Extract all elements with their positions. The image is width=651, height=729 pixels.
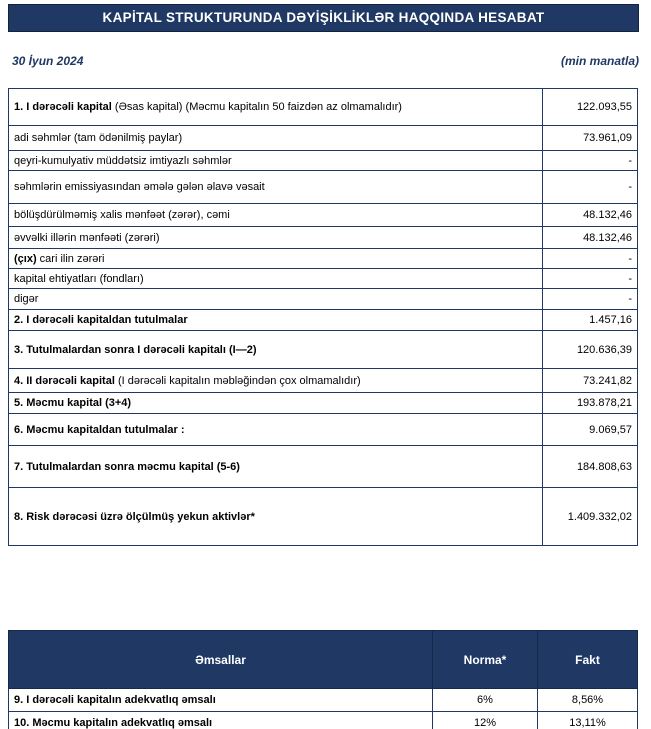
- row-value: -: [543, 171, 638, 204]
- row-value: -: [543, 269, 638, 289]
- row-label: 6. Məcmu kapitaldan tutulmalar :: [9, 414, 543, 446]
- table-row: [9, 89, 638, 126]
- row-label: 1. I dərəcəli kapital (Əsas kapital) (Məcmu kapitalın 50 faizdən az olmamalıdır): [9, 89, 543, 126]
- row-value: 184.808,63: [543, 446, 638, 488]
- row-label: əvvəlki illərin mənfəəti (zərəri): [9, 227, 543, 249]
- table-row: [9, 204, 638, 227]
- report-date: 30 İyun 2024: [12, 54, 84, 68]
- report-title: KAPİTAL STRUKTURUNDA DƏYİŞİKLİKLƏR HAQQINDA HESABAT: [8, 4, 639, 32]
- table-row: [9, 393, 638, 414]
- table-header-row: [9, 631, 638, 689]
- report-subheader: [12, 54, 639, 68]
- capital-structure-table: [8, 88, 638, 546]
- column-header-emsallar: Əmsallar: [9, 631, 433, 689]
- row-value: -: [543, 289, 638, 310]
- row-label: qeyri-kumulyativ müddətsiz imtiyazlı səhmlər: [9, 151, 543, 171]
- row-label: 7. Tutulmalardan sonra məcmu kapital (5-6): [9, 446, 543, 488]
- unit-label: (min manatla): [560, 54, 639, 68]
- row-value: 9.069,57: [543, 414, 638, 446]
- row-value: 122.093,55: [543, 89, 638, 126]
- capital-adequacy-table: [8, 630, 638, 729]
- table-row: [9, 712, 638, 729]
- row-label: 2. I dərəcəli kapitaldan tutulmalar: [9, 310, 543, 331]
- row-label: 10. Məcmu kapitalın adekvatlıq əmsalı: [9, 712, 433, 729]
- table-row: [9, 414, 638, 446]
- row-label: adi səhmlər (tam ödənilmiş paylar): [9, 126, 543, 151]
- table-row: [9, 289, 638, 310]
- table-row: [9, 689, 638, 712]
- row-label: 4. II dərəcəli kapital (I dərəcəli kapitalın məbləğindən çox olmamalıdır): [9, 369, 543, 393]
- table-row: [9, 269, 638, 289]
- row-value: 48.132,46: [543, 204, 638, 227]
- row-fakt-value: 13,11%: [538, 712, 638, 729]
- row-label: digər: [9, 289, 543, 310]
- row-value: -: [543, 249, 638, 269]
- row-value: 73.961,09: [543, 126, 638, 151]
- column-header-norma: Norma*: [433, 631, 538, 689]
- row-label: (çıx) cari ilin zərəri: [9, 249, 543, 269]
- row-label: 8. Risk dərəcəsi üzrə ölçülmüş yekun aktivlər*: [9, 488, 543, 546]
- row-value: 1.409.332,02: [543, 488, 638, 546]
- row-label: kapital ehtiyatları (fondları): [9, 269, 543, 289]
- column-header-fakt: Fakt: [538, 631, 638, 689]
- row-value: -: [543, 151, 638, 171]
- table-row: [9, 488, 638, 546]
- table-row: [9, 310, 638, 331]
- row-value: 48.132,46: [543, 227, 638, 249]
- table-row: [9, 171, 638, 204]
- table-row: [9, 331, 638, 369]
- row-label: bölüşdürülməmiş xalis mənfəət (zərər), cəmi: [9, 204, 543, 227]
- table-row: [9, 151, 638, 171]
- row-fakt-value: 8,56%: [538, 689, 638, 712]
- row-value: 120.636,39: [543, 331, 638, 369]
- row-label: səhmlərin emissiyasından əmələ gələn əlavə vəsait: [9, 171, 543, 204]
- table-row: [9, 369, 638, 393]
- row-norma-value: 12%: [433, 712, 538, 729]
- row-value: 193.878,21: [543, 393, 638, 414]
- table-row: [9, 249, 638, 269]
- table-row: [9, 446, 638, 488]
- table-row: [9, 126, 638, 151]
- row-label: 5. Məcmu kapital (3+4): [9, 393, 543, 414]
- row-label: 9. I dərəcəli kapitalın adekvatlıq əmsalı: [9, 689, 433, 712]
- table-row: [9, 227, 638, 249]
- row-value: 73.241,82: [543, 369, 638, 393]
- row-label: 3. Tutulmalardan sonra I dərəcəli kapitalı (I—2): [9, 331, 543, 369]
- row-norma-value: 6%: [433, 689, 538, 712]
- row-value: 1.457,16: [543, 310, 638, 331]
